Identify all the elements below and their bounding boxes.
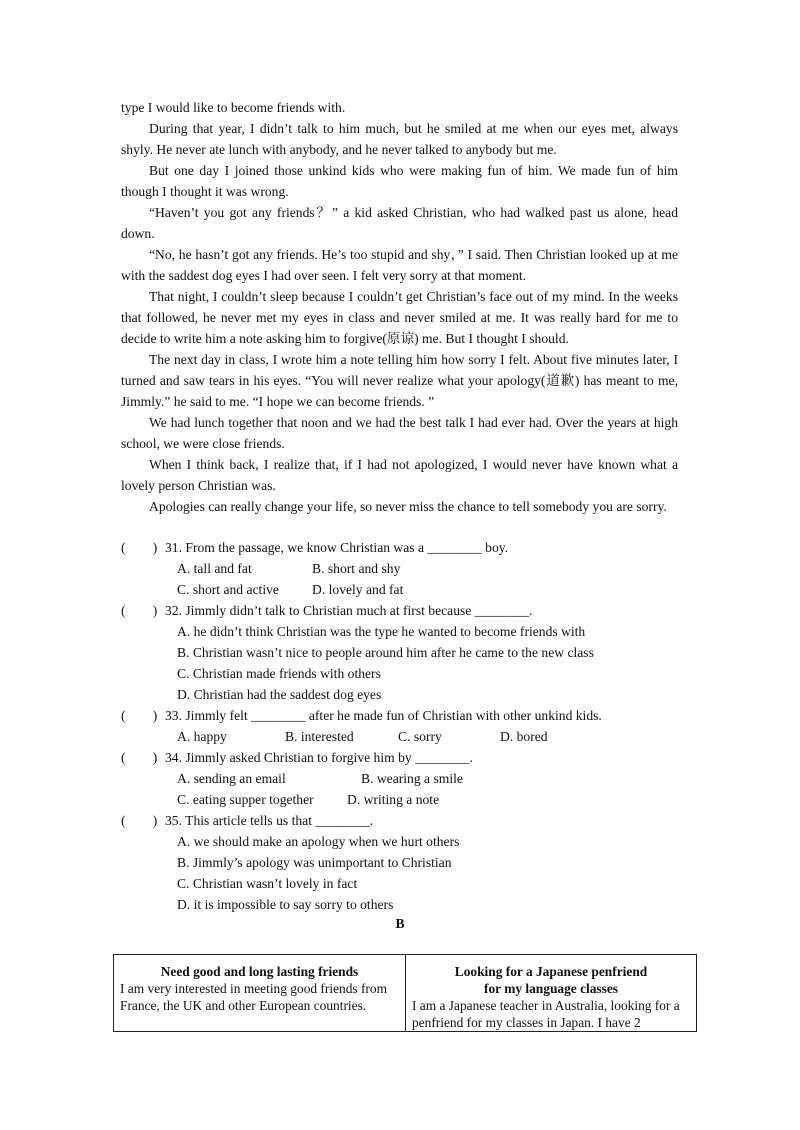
- option-b: B. short and shy: [312, 561, 401, 576]
- option-a: A. he didn’t think Christian was the type he wanted to become friends with: [177, 624, 586, 639]
- paragraph: “No, he hasn’t got any friends. He’s too stupid and shy，” I said. Then Christian looked up at me with the saddest dog eyes I had over seen. I felt very sorry at that moment.: [121, 247, 678, 283]
- answer-blank[interactable]: ( ): [121, 750, 158, 765]
- option-b: B. Christian wasn’t nice to people around him after he came to the new class: [177, 645, 594, 660]
- paragraph: That night, I couldn’t sleep because I couldn’t get Christian’s face out of my mind. In the weeks that followed, he never met my eyes in class and never smiled at me. It was really hard for me to decide to write him a note asking him to forgive(原谅) me. But I thought I should.: [121, 289, 678, 346]
- question-35: [121, 810, 678, 831]
- question-33: [121, 705, 678, 726]
- option-line: [121, 873, 678, 894]
- paragraph: Apologies can really change your life, so never miss the chance to tell somebody you are sorry.: [149, 499, 667, 514]
- paragraph: When I think back, I realize that, if I had not apologized, I would never have known what a lovely person Christian was.: [121, 457, 678, 493]
- question-stem: 32. Jimmly didn’t talk to Christian much at first because ________.: [165, 603, 533, 618]
- option-line: [121, 642, 678, 663]
- option-line: [121, 789, 678, 810]
- question-list: [121, 537, 678, 915]
- paragraph: During that year, I didn’t talk to him much, but he smiled at me when our eyes met, always shyly. He never ate lunch with anybody, and he never talked to anybody but me.: [121, 121, 678, 157]
- paragraph: type I would like to become friends with.: [121, 100, 346, 115]
- option-c: C. eating supper together: [177, 792, 314, 807]
- option-c: C. short and active: [177, 582, 279, 597]
- option-b: B. Jimmly’s apology was unimportant to Christian: [177, 855, 452, 870]
- ads-table: [113, 954, 697, 1032]
- ad-body: I am very interested in meeting good friends from France, the UK and other European countries.: [120, 981, 387, 1013]
- ad-body: I am a Japanese teacher in Australia, looking for a penfriend for my classes in Japan. I have 2: [412, 998, 680, 1030]
- paragraph: We had lunch together that noon and we had the best talk I had ever had. Over the years at high school, we were close friends.: [121, 415, 678, 451]
- ad-cell: [114, 955, 405, 1031]
- ad-cell: [405, 955, 696, 1031]
- question-34: [121, 747, 678, 768]
- option-line: [121, 579, 678, 600]
- option-line: [121, 684, 678, 705]
- option-a: A. happy: [177, 729, 227, 744]
- option-a: A. tall and fat: [177, 561, 252, 576]
- ad-title: Need good and long lasting friends: [160, 964, 359, 979]
- paragraph: But one day I joined those unkind kids who were making fun of him. We made fun of him though I thought it was wrong.: [121, 163, 678, 199]
- option-b: B. wearing a smile: [361, 771, 463, 786]
- option-d: D. lovely and fat: [312, 582, 404, 597]
- option-a: A. sending an email: [177, 771, 286, 786]
- reading-passage: [121, 97, 678, 517]
- option-line: [121, 894, 678, 915]
- option-line: [121, 768, 678, 789]
- option-d: D. it is impossible to say sorry to others: [177, 897, 394, 912]
- option-line: [121, 621, 678, 642]
- option-line: [121, 852, 678, 873]
- option-c: C. Christian made friends with others: [177, 666, 381, 681]
- question-stem: 31. From the passage, we know Christian was a ________ boy.: [165, 540, 509, 555]
- ad-title: Looking for a Japanese penfriend for my language classes: [454, 964, 648, 996]
- option-d: D. bored: [500, 729, 548, 744]
- paragraph: The next day in class, I wrote him a note telling him how sorry I felt. About five minutes later, I turned and saw tears in his eyes. “You will never realize what your apology(道歉) has meant to me, Jimmly.” he said to me. “I hope we can become friends. ”: [121, 352, 678, 409]
- option-c: C. Christian wasn’t lovely in fact: [177, 876, 358, 891]
- question-32: [121, 600, 678, 621]
- answer-blank[interactable]: ( ): [121, 813, 158, 828]
- option-line: [121, 558, 678, 579]
- question-stem: 33. Jimmly felt ________ after he made fun of Christian with other unkind kids.: [165, 708, 602, 723]
- section-b-label: B: [395, 916, 405, 931]
- question-stem: 34. Jimmly asked Christian to forgive him by ________.: [165, 750, 473, 765]
- option-d: D. writing a note: [347, 792, 440, 807]
- question-stem: 35. This article tells us that ________.: [165, 813, 374, 828]
- option-b: B. interested: [285, 729, 354, 744]
- option-line: [121, 726, 678, 747]
- question-31: [121, 537, 678, 558]
- option-c: C. sorry: [398, 729, 442, 744]
- answer-blank[interactable]: ( ): [121, 540, 158, 555]
- paragraph: “Haven’t you got any friends？” a kid asked Christian, who had walked past us alone, head down.: [121, 205, 678, 241]
- answer-blank[interactable]: ( ): [121, 603, 158, 618]
- option-d: D. Christian had the saddest dog eyes: [177, 687, 382, 702]
- option-line: [121, 831, 678, 852]
- option-a: A. we should make an apology when we hurt others: [177, 834, 460, 849]
- option-line: [121, 663, 678, 684]
- answer-blank[interactable]: ( ): [121, 708, 158, 723]
